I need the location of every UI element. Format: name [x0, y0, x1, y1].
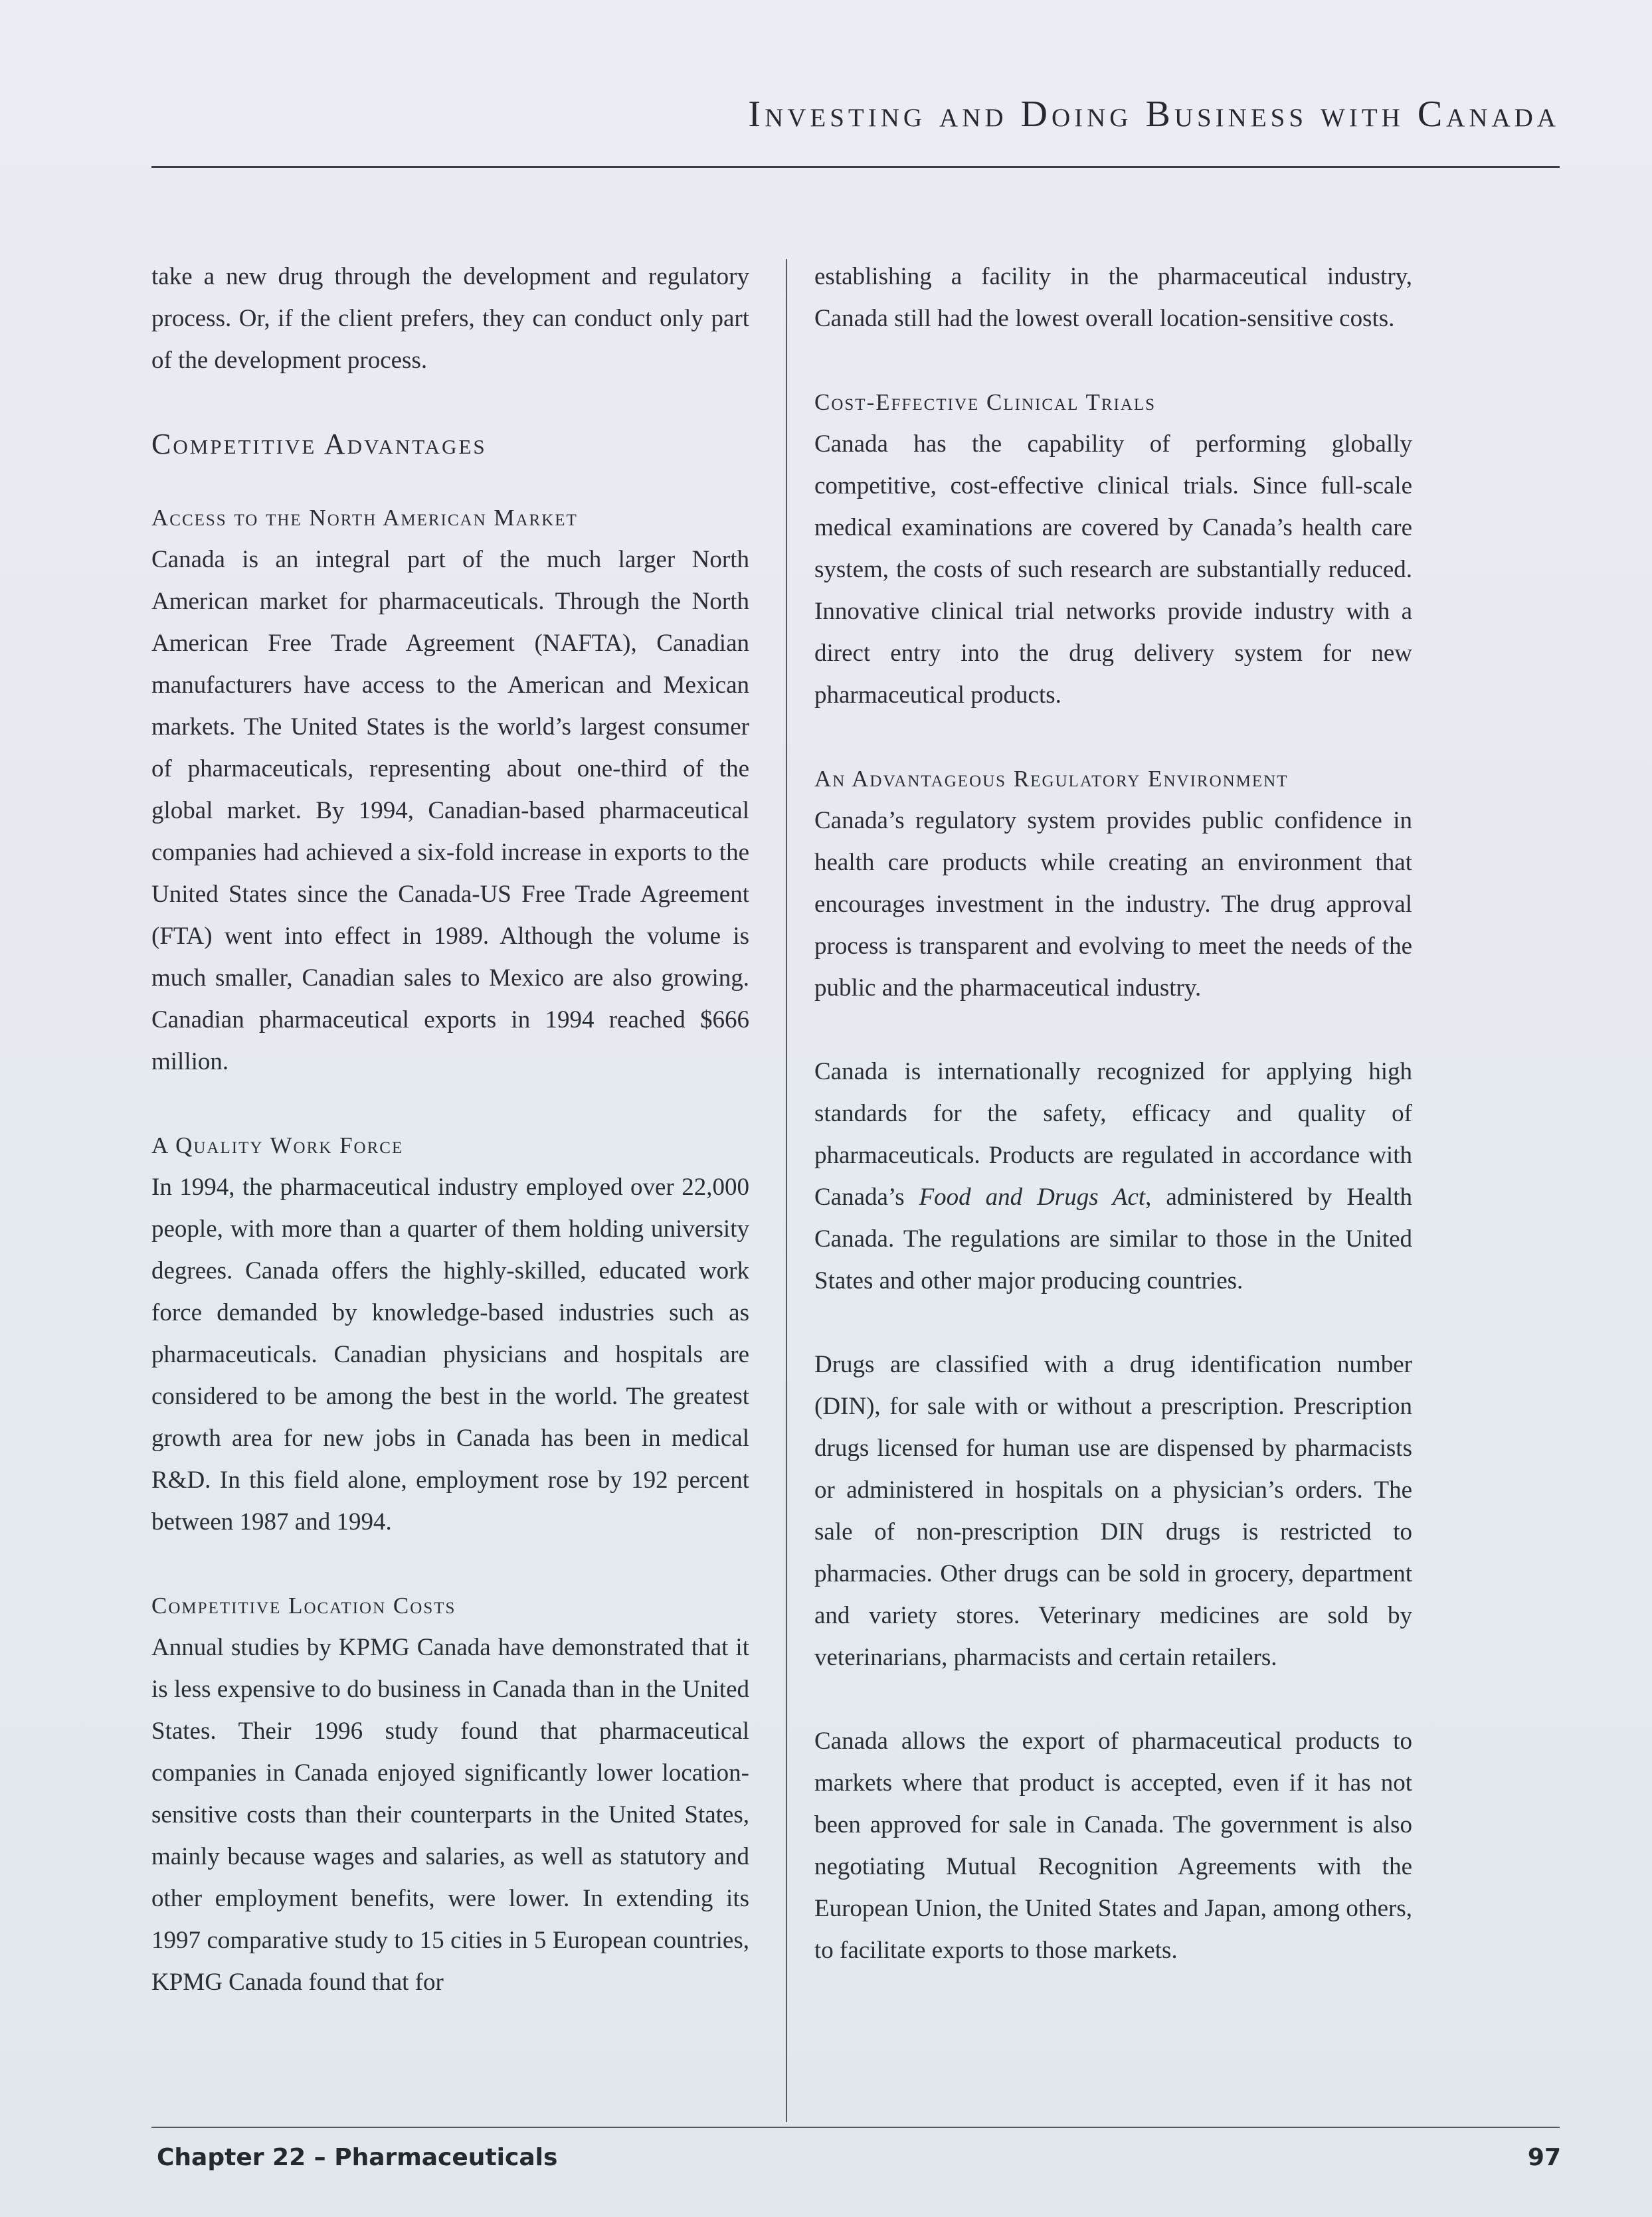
- intro-paragraph: take a new drug through the development and regulatory process. Or, if the client prefers, they can conduct only part of the development process.: [151, 263, 749, 374]
- paragraph-trials: Canada has the capability of performing globally competitive, cost-effective clinical trials. Since full-scale medical examinations are covered by Canada’s health care system, the costs of such research are substantially reduced. Innovative clinical trial networks provide industry with a direct entry into the drug delivery system for new pharmaceutical products.: [814, 430, 1412, 709]
- section-title: Competitive Advantages: [151, 428, 487, 460]
- paragraph-location: Annual studies by KPMG Canada have demonstrated that it is less expensive to do business in Canada than in the United States. Their 1996 study found that pharmaceutical companies in Canada enjoyed significantly lower location-sensitive costs than their counterparts in the United States, mainly because wages and salaries, as well as statutory and other employment benefits, were lower. In extending its 1997 comparative study to 15 cities in 5 European countries, KPMG Canada found that for: [151, 1634, 749, 1996]
- act-title: Food and Drugs Act: [919, 1184, 1146, 1211]
- paragraph-workforce: In 1994, the pharmaceutical industry employed over 22,000 people, with more than a quarter of them holding university degrees. Canada offers the highly-skilled, educated work force demanded by knowledge-based industries such as pharmaceuticals. Canadian physicians and hospitals are considered to be among the best in the world. The greatest growth area for new jobs in Canada has been in medical R&D. In this field alone, employment rose by 192 percent between 1987 and 1994.: [151, 1174, 749, 1536]
- header-rule: [151, 166, 1560, 168]
- column-divider: [786, 259, 787, 2122]
- paragraph-standards: [814, 1051, 1412, 1302]
- standards-text-after: , administered by Health Canada. The regulations are similar to those in the United States and other major producing countries.: [814, 1184, 1412, 1294]
- paragraph-export: Canada allows the export of pharmaceutical products to markets where that product is accepted, even if it has not been approved for sale in Canada. The government is also negotiating Mutual Recognition Agreements with the European Union, the United States and Japan, among others, to facilitate exports to those markets.: [814, 1728, 1412, 1964]
- running-header: Investing and Doing Business with Canada: [748, 94, 1560, 135]
- right-column: [814, 256, 1412, 2013]
- paragraph-access: Canada is an integral part of the much larger North American market for pharmaceuticals. Through the North American Free Trade Agreement (NAFTA), Canadian manufacturers have access to the American and Mexican markets. The United States is the world’s largest consumer of pharmaceuticals, representing about one-third of the global market. By 1994, Canadian-based pharmaceutical companies had achieved a six-fold increase in exports to the United States since the Canada-US Free Trade Agreement (FTA) went into effect in 1989. Although the volume is much smaller, Canadian sales to Mexico are also growing. Canadian pharmaceutical exports in 1994 reached $666 million.: [151, 546, 749, 1075]
- subheading-workforce: A Quality Work Force: [151, 1132, 404, 1158]
- left-column: [151, 256, 749, 2045]
- paragraph-din: Drugs are classified with a drug identification number (DIN), for sale with or without a prescription. Prescription drugs licensed for human use are dispensed by pharmacists or administered in hospitals on a physician’s orders. The sale of non-prescription DIN drugs is restricted to pharmacies. Other drugs can be sold in grocery, department and variety stores. Veterinary medicines are sold by veterinarians, pharmacists and certain retailers.: [814, 1351, 1412, 1671]
- standards-text-before: Canada is internationally recognized for applying high standards for the safety, efficacy and quality of pharmaceuticals. Products are regulated in accordance with Canada’s: [814, 1058, 1412, 1211]
- subheading-access: Access to the North American Market: [151, 505, 578, 531]
- subheading-trials: Cost-Effective Clinical Trials: [814, 389, 1156, 415]
- footer-rule: [151, 2127, 1560, 2128]
- subheading-regulatory: An Advantageous Regulatory Environment: [814, 766, 1289, 792]
- paragraph-regulatory: Canada’s regulatory system provides public confidence in health care products while creating an environment that encourages investment in the industry. The drug approval process is transparent and evolving to meet the needs of the public and the pharmaceutical industry.: [814, 807, 1412, 1002]
- chapter-label: Chapter 22 – Pharmaceuticals: [157, 2144, 558, 2171]
- subheading-location: Competitive Location Costs: [151, 1593, 456, 1619]
- page-number: 97: [1527, 2144, 1561, 2171]
- paragraph-continuation: establishing a facility in the pharmaceutical industry, Canada still had the lowest overall location-sensitive costs.: [814, 263, 1412, 332]
